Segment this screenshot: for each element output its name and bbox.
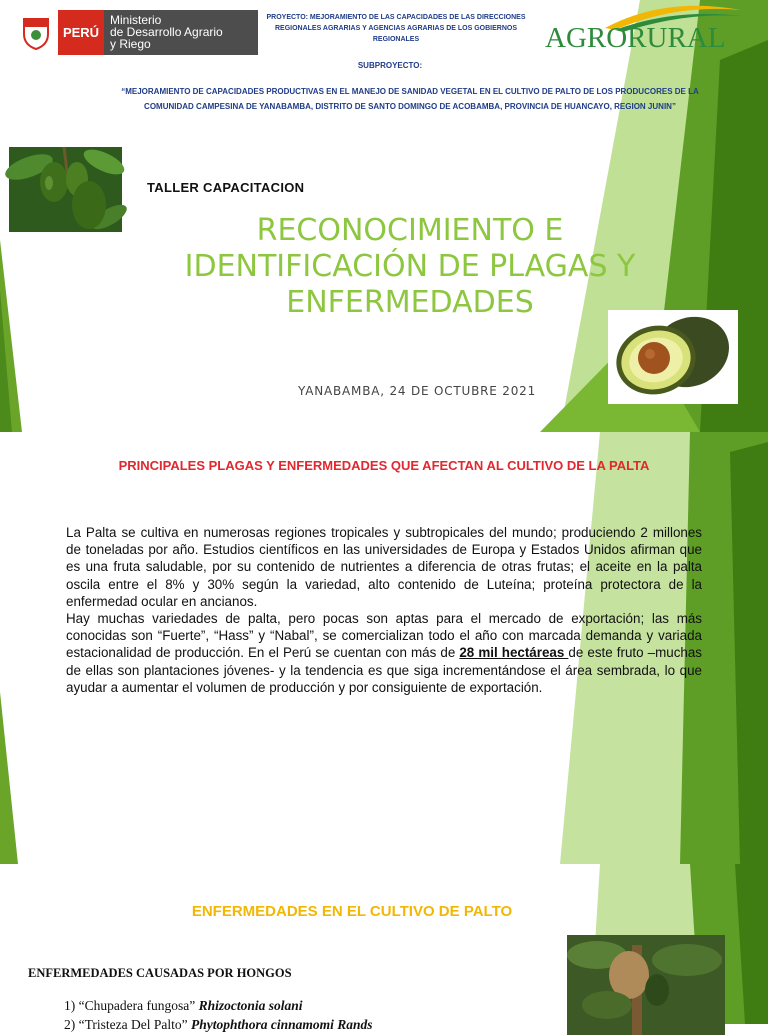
list-item: 1) “Chupadera fungosa” Rhizoctonia solani [64,998,303,1013]
section-title: ENFERMEDADES EN EL CULTIVO DE PALTO [191,903,513,920]
ministry-name: Ministerio de Desarrollo Agrario y Riego [104,10,258,55]
peru-shield-icon [14,10,58,55]
paragraph: Hay muchas variedades de palta, pero pocas son aptas para el mercado de exportación; las más conocidas son “Fuerte”, “Hass” y “Nabal”, se comercializan todo el año con marcada demanda y variada estacionalidad de producción. En el Perú se cuentan con más de 28 mil hectáreas de este fruto –muchas de ellas son plantaciones jóvenes- y la tendencia es que siga incrementándose el área sembrada, lo que ayudar a aumentar el volumen de producción y por consiguiente de exportación. [66,611,703,695]
peru-label: PERÚ [58,10,104,55]
slide-diseases [0,864,768,1032]
highlight-hectares: 28 mil hectáreas [459,645,569,661]
project-header: PROYECTO: MEJORAMIENTO DE LAS CAPACIDADES DE LAS DIRECCIONES REGIONALES AGRARIAS Y AGENCIAS AGRARIAS DE LOS GOBIERNOS REGIONALES [266,14,526,43]
section-title: PRINCIPALES PLAGAS Y ENFERMEDADES QUE AFECTAN AL CULTIVO DE LA PALTA [118,458,650,473]
page-title: RECONOCIMIENTO E IDENTIFICACIÓN DE PLAGAS Y ENFERMEDADES [184,213,636,320]
ministry-logo [14,10,258,55]
intro-text [66,524,702,696]
subproject-title: SUBPROYECTO: [357,61,423,70]
workshop-label: TALLER CAPACITACION [147,180,305,195]
list-item: 2) “Tristeza Del Palto” Phytophthora cinnamomi Rands [64,1017,373,1032]
slide-title [0,0,768,432]
avocado-half-photo [608,310,738,404]
disease-list [64,996,373,1034]
avocado-orchard-photo [567,935,725,1035]
event-date: YANABAMBA, 24 DE OCTUBRE 2021 [298,384,537,398]
agrorural-wordmark: AGRORURAL [545,22,726,54]
section-subtitle: ENFERMEDADES CAUSADAS POR HONGOS [28,966,292,980]
slide-intro [0,432,768,864]
subproject-text: “MEJORAMIENTO DE CAPACIDADES PRODUCTIVAS EN EL MANEJO DE SANIDAD VEGETAL EN EL CULTIVO DE PALTO DE LOS PRODUCORES DE LA COMUNIDAD CAMPESINA DE YANABAMBA, DISTRITO DE SANTO DOMINGO DE ACOBAMBA, PROVINCIA DE HUANCAYO, REGION JUNIN” [121,87,699,111]
paragraph: La Palta se cultiva en numerosas regiones tropicales y subtropicales del mundo; produciendo 2 millones de toneladas por año. Estudios científicos en las universidades de Europa y Estados Unidos afirman que es una fruta saludable, por su contenido de nutrientes a diferencia de otras frutas; el aceite en la palta oscila entre el 8% y 30% según la variedad, alto contenido de Luteína; proteína protectora de la enfermedad ocular en ancianos. [66,525,702,609]
agrorural-logo [545,2,745,62]
avocado-tree-photo [9,147,122,232]
